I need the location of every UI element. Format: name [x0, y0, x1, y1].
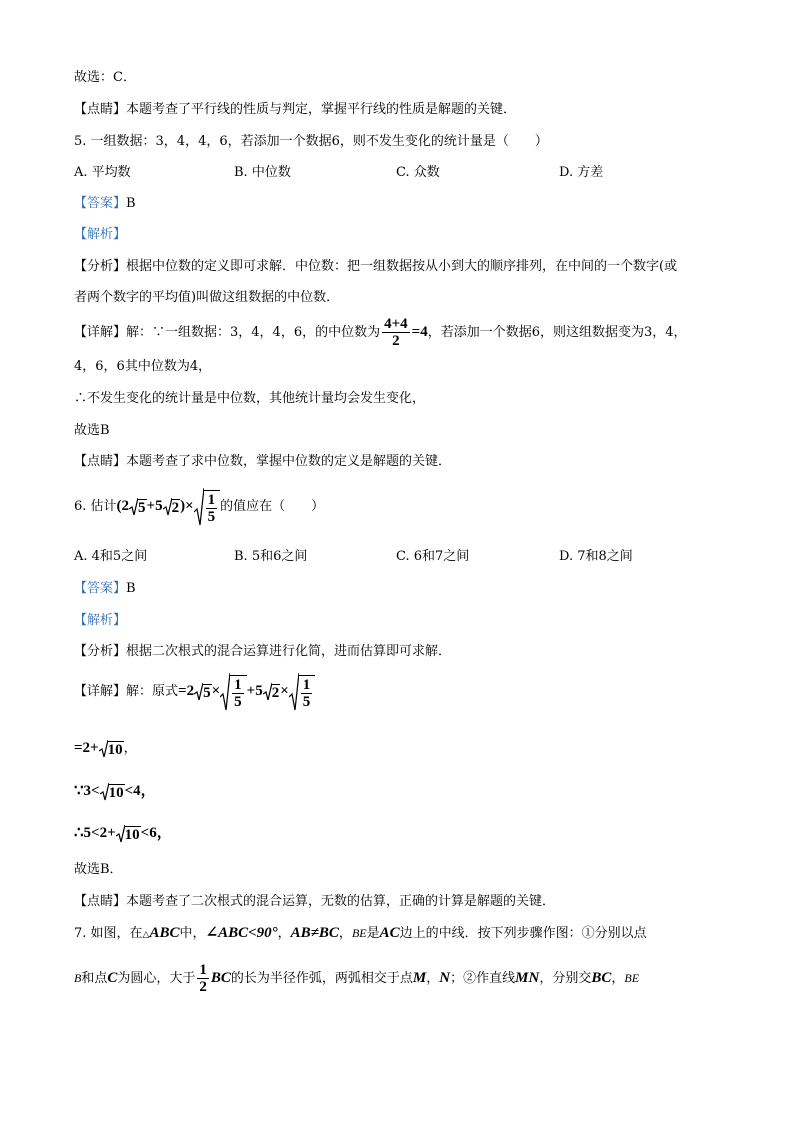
q6-step-2: ∵3< 10<4，	[74, 783, 156, 801]
q6-option-d: D. 7和8之间	[559, 549, 633, 564]
q5-choose: 故选B	[74, 423, 110, 438]
sqrt-2: 2	[163, 487, 181, 527]
comment-line: 【点睛】本题考查了平行线的性质与判定，掌握平行线的性质是解题的关键．	[74, 102, 517, 117]
q5-xiangjie-2: 4，6，6其中位数为4，	[74, 359, 212, 374]
q6-step-3: ∴5<2+ 10<6，	[74, 825, 172, 843]
q5-fenxi-1: 【分析】根据中位数的定义即可求解．中位数：把一组数据按从小到大的顺序排列，在中间的一个数字(或	[74, 259, 678, 274]
q6-option-c: C. 6和7之间	[396, 549, 470, 564]
q6-option-a: A. 4和5之间	[74, 549, 148, 564]
q5-xiangjie-3: ∴不发生变化的统计量是中位数，其他统计量均会发生变化，	[74, 391, 426, 406]
q6-comment: 【点睛】本题考查了二次根式的混合运算，无数的估算，正确的计算是解题的关键．	[74, 894, 556, 909]
q7-line-2: B和点C为圆心，大于 $\frac{1}{2}$ BC的长为半径作弧，两弧相交于点M，N；②作直线MN，分别交BC，BE	[74, 962, 640, 995]
q6-xiangjie: 【详解】解：原式=2 5× $\frac{1}{5}$ +5 2× $\frac{1}{5}$	[74, 671, 315, 712]
q5-option-d: D. 方差	[559, 165, 604, 180]
q6-answer: 【答案】B	[74, 581, 136, 596]
q5-fenxi-2: 者两个数字的平均值)叫做这组数据的中位数．	[74, 290, 340, 305]
q6-fenxi: 【分析】根据二次根式的混合运算进行化简，进而估算即可求解．	[74, 644, 452, 659]
q5-xiangjie-1: 【详解】解：∵一组数据：3，4，4，6，的中位数为 $\frac{4+4}{2}$ =4，若添加一个数据6，则这组数据变为3，4，	[74, 316, 687, 349]
q5-analysis-tag: 【解析】	[74, 227, 127, 242]
q5-stem: 5. 一组数据：3，4，4，6，若添加一个数据6，则不发生变化的统计量是（ ）	[74, 134, 548, 149]
q5-option-b: B. 中位数	[234, 165, 291, 180]
comment-tag: 【点睛】	[74, 102, 127, 117]
q5-comment: 【点睛】本题考查了求中位数，掌握中位数的定义是解题的关键．	[74, 454, 452, 469]
q6-option-b: B. 5和6之间	[234, 549, 308, 564]
answer-tag: 【答案】	[74, 196, 127, 211]
q6-analysis-tag: 【解析】	[74, 613, 127, 628]
q7-half-fraction: $\frac{1}{2}$	[199, 962, 207, 995]
q7-line-1: 7. 如图，在△ABC中，∠ABC<90°，AB≠BC，BE是AC边上的中线．按下列步骤作图：①分别以点	[74, 925, 647, 941]
q6-choose: 故选B．	[74, 862, 123, 877]
q5-fraction: $\frac{4+4}{2}$	[384, 316, 408, 349]
q6-stem: 6. 估计(2 5+5 2)× $\frac{1}{5}$ 的值应在（ ）	[74, 486, 324, 527]
conclusion-line: 故选：C．	[74, 70, 136, 85]
q5-option-c: C. 众数	[396, 165, 440, 180]
q6-step-1: =2+ 10，	[74, 740, 137, 758]
q5-option-a: A. 平均数	[74, 165, 131, 180]
sqrt-5: 5	[129, 487, 147, 527]
sqrt-fraction: $\frac{1}{5}$	[194, 487, 221, 527]
q5-answer: 【答案】B	[74, 196, 136, 211]
